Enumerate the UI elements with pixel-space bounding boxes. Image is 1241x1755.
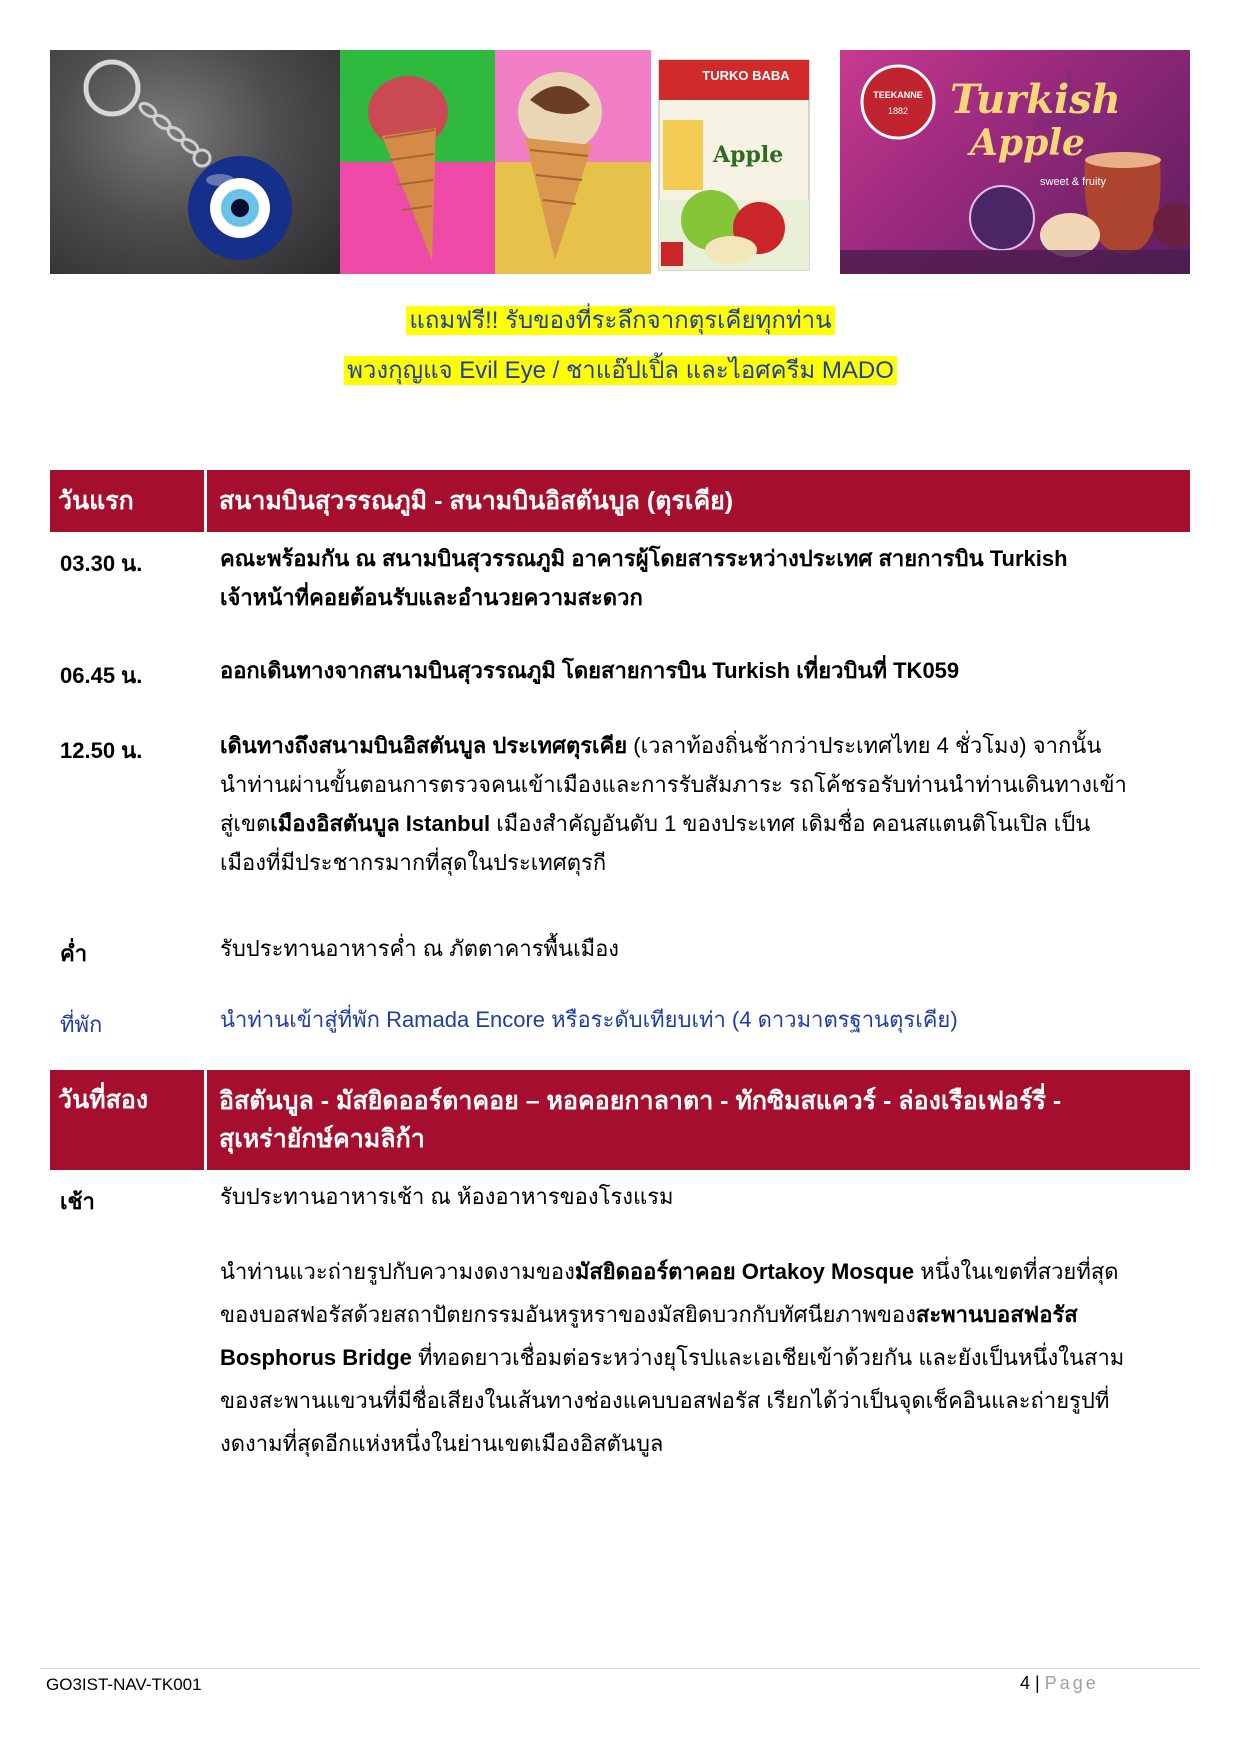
day2-row-text: รับประทานอาหารเช้า ณ ห้องอาหารของโรงแรม [220,1184,674,1209]
day2-row-time: เช้า [60,1189,95,1214]
footer-divider [40,1668,1200,1669]
day1-title: สนามบินสุวรรณภูมิ - สนามบินอิสตันบูล (ตุรเคีย) [219,487,734,515]
promo-line-1: แถมฟรี!! รับของที่ระลึกจากตุรเคียทุกท่าน [0,300,1241,339]
day2-header [50,1070,1190,1170]
teabox-tagline: sweet & fruity [1040,176,1107,188]
day1-label: วันแรก [50,470,207,532]
teabox-brand: TEEKANNE [873,90,923,100]
day1-row-text: รับประทานอาหารค่ำ ณ ภัตตาคารพื้นเมือง [220,936,620,961]
teabox-title-1: Turkish [950,76,1121,123]
day2-label: วันที่สอง [50,1070,207,1170]
page-number: 4 | Page [1020,1673,1099,1693]
day1-row-time: ที่พัก [60,1012,103,1037]
applebox-brand: TURKO BABA [702,68,790,83]
teabox-title-2: Apple [970,122,1085,164]
teabox-year: 1882 [887,106,909,116]
mado-ice-cream-image [340,50,651,274]
day1-row-text: คณะพร้อมกัน ณ สนามบินสุวรรณภูมิ อาคารผู้โดยสารระหว่างประเทศ สายการบิน Turkish เจ้าหน้าที่คอยต้อนรับและอำนวยความสะดวก [220,546,1068,610]
day2-title: อิสตันบูล - มัสยิดออร์ตาคอย – หอคอยกาลาตา - ทักซิมสแควร์ - ล่องเรือเฟอร์รี่ - สุเหร่ายักษ์คามลิก้า [219,1087,1062,1153]
day1-header [50,470,1190,532]
day1-row-time: 06.45 น. [60,663,143,688]
day1-row-text: ออกเดินทางจากสนามบินสุวรรณภูมิ โดยสายการบิน Turkish เที่ยวบินที่ TK059 [220,658,960,683]
applebox-label: Apple [713,142,784,168]
day2-paragraph: นำท่านแวะถ่ายรูปกับความงดงามของมัสยิดออร์ตาคอย Ortakoy Mosque หนึ่งในเขตที่สวยที่สุด ของบอสฟอรัสด้วยสถาปัตยกรรมอันหรูหราของมัสยิดบวกกับทัศนียภาพของสะพานบอสฟอรัส Bosphorus Bridge ที่ทอดยาวเชื่อมต่อระหว่างยุโรปและเอเชียเข้าด้วยกัน และยังเป็นหนึ่งในสาม ของสะพานแขวนที่มีชื่อเสียงในเส้นทางช่องแคบบอสฟอรัส เรียกได้ว่าเป็นจุดเช็คอินและถ่ายรูปที่ งดงามที่สุดอีกแห่งหนึ่งในย่านเขตเมืองอิสตันบูล [220,1259,1125,1456]
day1-row-time: 12.50 น. [60,738,143,763]
promo-line-2: พวงกุญแจ Evil Eye / ชาแอ๊ปเปิ้ล และไอศครีม MADO [0,350,1241,389]
evil-eye-keychain-image [50,50,340,274]
document-code: GO3IST-NAV-TK001 [46,1675,202,1694]
day1-row-text: เดินทางถึงสนามบินอิสตันบูล ประเทศตุรเคีย (เวลาท้องถิ่นช้ากว่าประเทศไทย 4 ชั่วโมง) จากนั้น นำท่านผ่านขั้นตอนการตรวจคนเข้าเมืองและการรับสัมภาระ รถโค้ชรอรับท่านนำท่านเดินทางเข้า สู่เขตเมืองอิสตันบูล Istanbul เมืองสำคัญอันดับ 1 ของประเทศ เดิมชื่อ คอนสแตนติโนเปิล เป็น เมืองที่มีประชากรมากที่สุดในประเทศตุรกี [220,733,1127,875]
day1-row-time: ค่ำ [60,941,88,966]
day1-row-time: 03.30 น. [60,551,143,576]
turko-baba-apple-tea-box-image [651,50,815,274]
teekanne-turkish-apple-tea-box-image [840,50,1190,274]
day1-row-text: นำท่านเข้าสู่ที่พัก Ramada Encore หรือระดับเทียบเท่า (4 ดาวมาตรฐานตุรเคีย) [220,1007,958,1032]
